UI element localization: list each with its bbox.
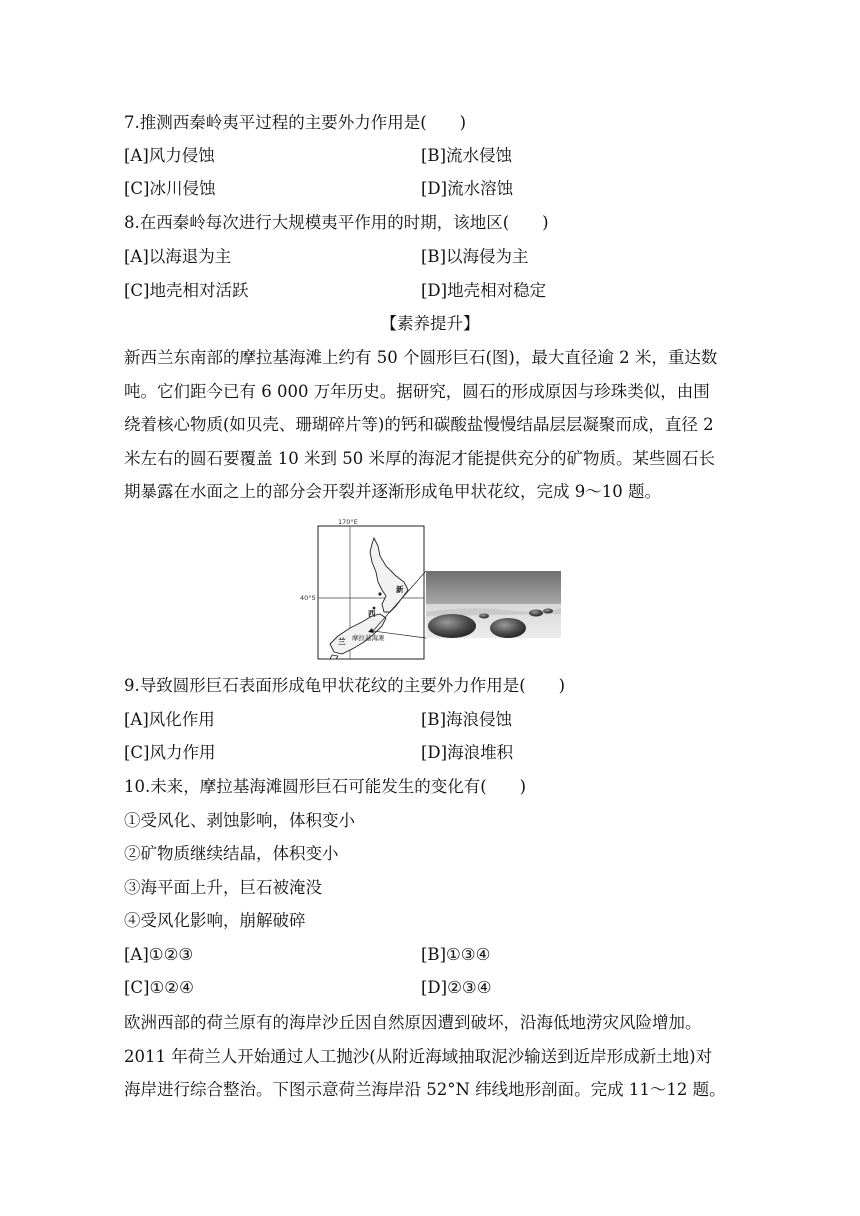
q7-option-a: [A]风力侵蚀	[124, 146, 215, 165]
map-char-1: 新	[396, 585, 404, 594]
q10-statement-1: ①受风化、剥蚀影响，体积变小	[124, 811, 355, 830]
q8-option-a: [A]以海退为主	[124, 247, 232, 266]
q10-option-c: [C]①②④	[124, 978, 194, 997]
passage2-line-1: 欧洲西部的荷兰原有的海岸沙丘因自然原因遭到破坏，沿海低地涝灾风险增加。	[124, 1013, 702, 1032]
q7-option-c: [C]冰川侵蚀	[124, 179, 216, 198]
map-char-3: 兰	[338, 637, 346, 646]
q9-option-c: [C]风力作用	[124, 743, 216, 762]
q10-statement-3: ③海平面上升，巨石被淹没	[124, 878, 322, 897]
place-label: 摩拉基海滩	[352, 634, 385, 642]
q8-option-b: [B]以海侵为主	[421, 247, 529, 266]
passage2-line-3: 海岸进行综合整治。下图示意荷兰海岸沿 52°N 纬线地形剖面。完成 11～12 题。	[124, 1080, 726, 1099]
section-heading: 【素养提升】	[380, 314, 480, 333]
map-char-2: 西	[368, 609, 376, 618]
q10-option-d: [D]②③④	[421, 978, 492, 997]
lat-label: 40°S	[300, 594, 316, 602]
passage1-line-3: 绕着核心物质(如贝壳、珊瑚碎片等)的钙和碳酸盐慢慢结晶层层凝聚而成，直径 2	[124, 415, 714, 434]
q10-option-a: [A]①②③	[124, 945, 194, 964]
q7-option-b: [B]流水侵蚀	[421, 146, 512, 165]
passage2-line-2: 2011 年荷兰人开始通过人工抛沙(从附近海域抽取泥沙输送到近岸形成新土地)对	[124, 1047, 713, 1066]
q10-option-b: [B]①③④	[421, 945, 491, 964]
lon-label: 170°E	[338, 518, 358, 526]
passage1-line-4: 米左右的圆石要覆盖 10 米到 50 米厚的海泥才能提供充分的矿物质。某些圆石长	[124, 449, 715, 468]
boulders-photo	[426, 571, 561, 638]
q10-stem: 10.未来，摩拉基海滩圆形巨石可能发生的变化有( )	[124, 777, 527, 796]
passage1-line-5: 期暴露在水面之上的部分会开裂并逐渐形成龟甲状花纹，完成 9～10 题。	[124, 482, 661, 501]
q9-option-b: [B]海浪侵蚀	[421, 710, 512, 729]
q10-statement-4: ④受风化影响，崩解破碎	[124, 911, 306, 930]
q8-option-d: [D]地壳相对稳定	[421, 281, 547, 300]
q10-statement-2: ②矿物质继续结晶，体积变小	[124, 844, 339, 863]
new-zealand-figure	[300, 516, 562, 662]
q7-option-d: [D]流水溶蚀	[421, 179, 514, 198]
q9-stem: 9.导致圆形巨石表面形成龟甲状花纹的主要外力作用是( )	[124, 676, 566, 695]
q9-option-d: [D]海浪堆积	[421, 743, 514, 762]
map-dot	[378, 592, 381, 595]
passage1-line-1: 新西兰东南部的摩拉基海滩上约有 50 个圆形巨石(图)，最大直径逾 2 米，重达数	[124, 348, 718, 367]
passage1-line-2: 吨。它们距今已有 6 000 万年历史。据研究，圆石的形成原因与珍珠类似，由围	[124, 382, 710, 401]
q8-stem: 8.在西秦岭每次进行大规模夷平作用的时期，该地区( )	[124, 213, 549, 232]
q9-option-a: [A]风化作用	[124, 710, 215, 729]
q8-option-c: [C]地壳相对活跃	[124, 281, 249, 300]
q7-stem: 7.推测西秦岭夷平过程的主要外力作用是( )	[124, 113, 467, 132]
